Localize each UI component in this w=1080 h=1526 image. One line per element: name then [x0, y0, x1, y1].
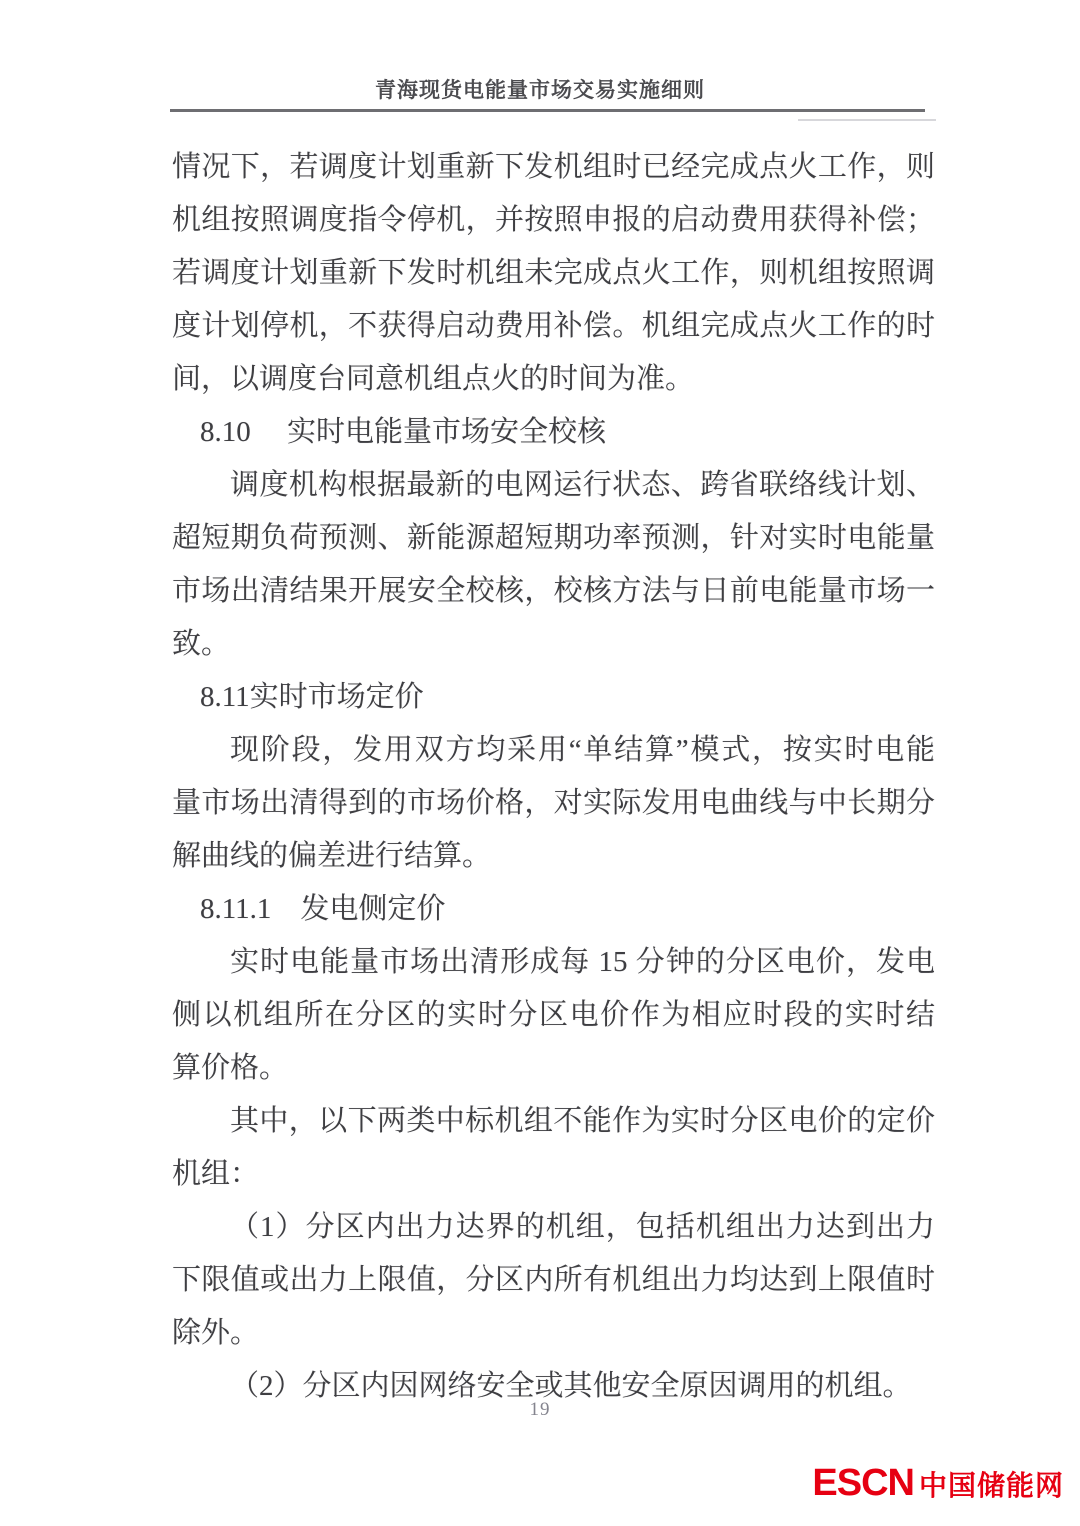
text-line: 实时电能量市场出清形成每 15 分钟的分区电价，发电: [230, 946, 935, 978]
text-line: 解曲线的偏差进行结算。: [172, 840, 492, 872]
section-heading: 8.11实时市场定价: [200, 681, 424, 713]
text-line: 间，以调度台同意机组点火的时间为准。: [172, 363, 695, 395]
text-line: 市场出清结果开展安全校核，校核方法与日前电能量市场一: [172, 575, 935, 607]
text-line: 侧以机组所在分区的实时分区电价作为相应时段的实时结: [172, 999, 935, 1031]
section-heading: 8.11.1 发电侧定价: [200, 893, 446, 925]
text-line: 量市场出清得到的市场价格，对实际发用电曲线与中长期分: [172, 787, 935, 819]
text-line: 机组按照调度指令停机，并按照申报的启动费用获得补偿；: [172, 204, 935, 236]
page-number: 19: [529, 1399, 551, 1420]
text-line: （1）分区内出力达界的机组，包括机组出力达到出力: [230, 1211, 935, 1243]
text-line: 其中，以下两类中标机组不能作为实时分区电价的定价: [230, 1105, 935, 1137]
text-line: 现阶段，发用双方均采用“单结算”模式，按实时电能: [230, 734, 935, 766]
header-rule-shadow: [798, 119, 936, 121]
section-heading: 8.10 实时电能量市场安全校核: [200, 416, 607, 448]
page-header-title: 青海现货电能量市场交易实施细则: [375, 79, 705, 102]
header-rule: [170, 109, 925, 112]
text-line: 若调度计划重新下发时机组未完成点火工作，则机组按照调: [172, 257, 935, 289]
text-line: （2）分区内因网络安全或其他安全原因调用的机组。: [230, 1370, 912, 1402]
escn-logo-chinese-text: 中国储能网: [918, 1470, 1064, 1501]
text-line: 度计划停机，不获得启动费用补偿。机组完成点火工作的时: [172, 310, 935, 342]
text-line: 超短期负荷预测、新能源超短期功率预测，针对实时电能量: [172, 522, 935, 554]
text-line: 算价格。: [172, 1052, 289, 1084]
document-body: [172, 141, 935, 1413]
escn-logo-text: ESCN: [812, 1462, 914, 1504]
text-line: 情况下，若调度计划重新下发机组时已经完成点火工作，则: [172, 151, 935, 183]
escn-logo: [812, 1462, 1064, 1505]
text-line: 机组：: [172, 1158, 260, 1190]
text-line: 调度机构根据最新的电网运行状态、跨省联络线计划、: [230, 469, 935, 501]
text-line: 除外。: [172, 1317, 260, 1349]
text-line: 致。: [172, 628, 231, 660]
text-line: 下限值或出力上限值，分区内所有机组出力均达到上限值时: [172, 1264, 935, 1296]
